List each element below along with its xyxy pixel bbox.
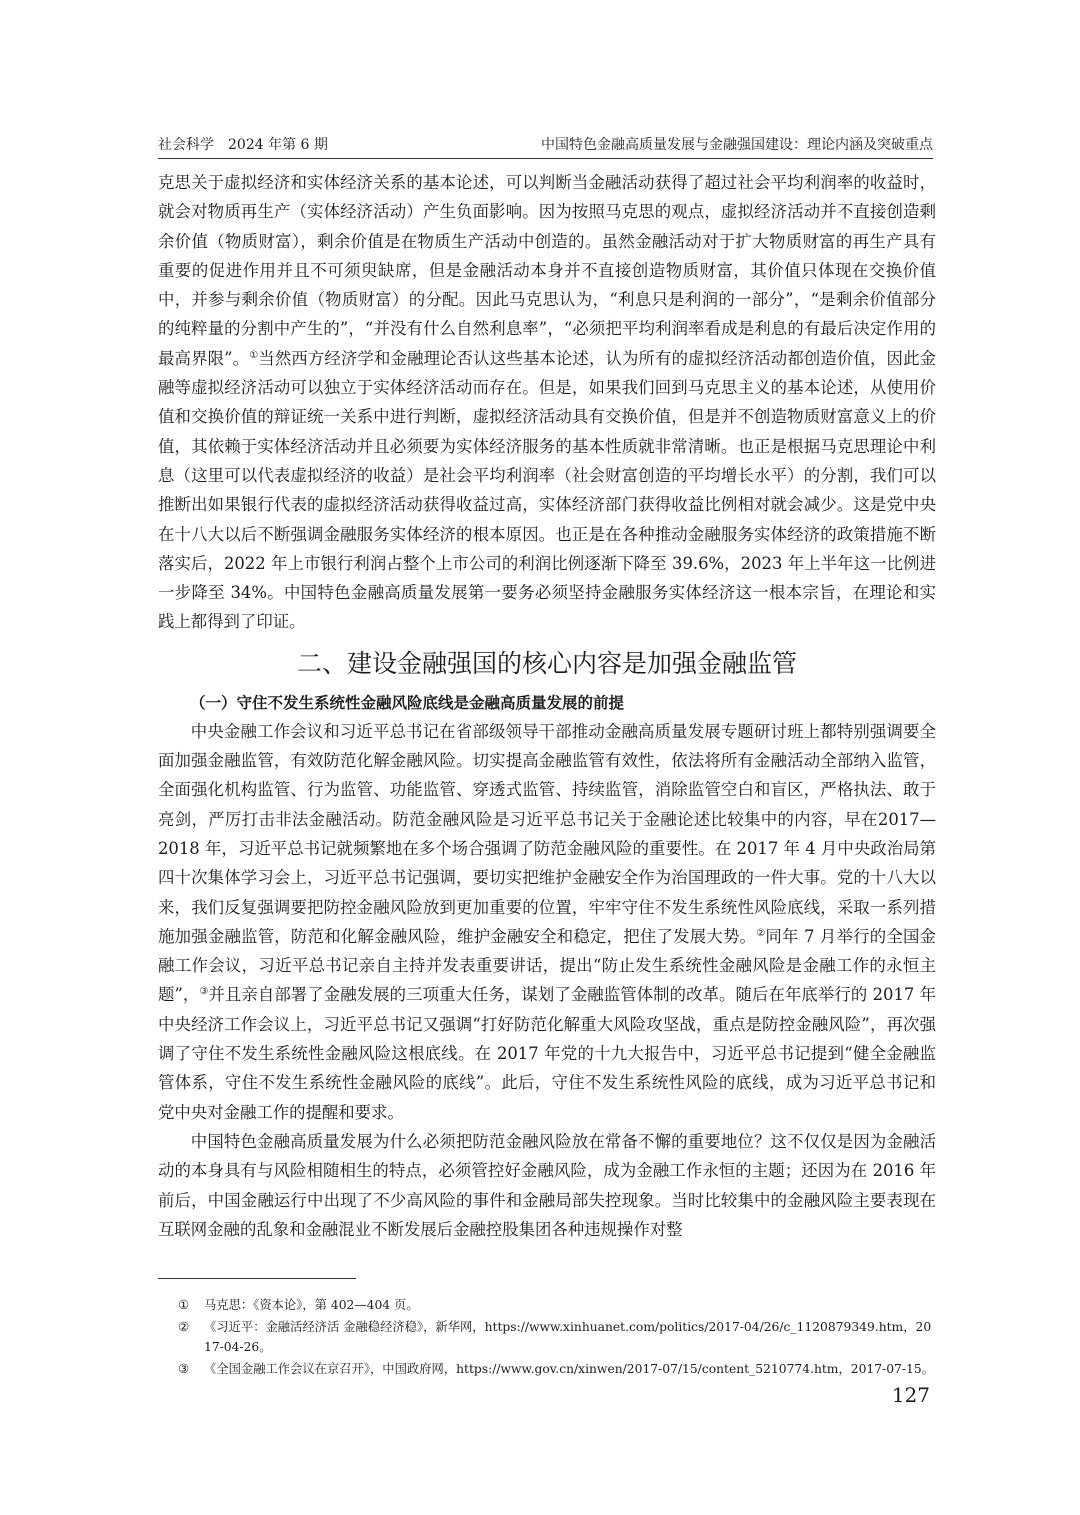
section-heading: 二、建设金融强国的核心内容是加强金融监管	[296, 648, 797, 678]
paragraph-text: 当然西方经济学和金融理论否认这些基本论述，认为所有的虚拟经济活动都创造价值，因此金融等虚拟经济活动可以独立于实体经济活动而存在。但是，如果我们回到马克思主义的基本论述，从使用价值和交换价值的辩证统一关系中进行判断，虚拟经济活动具有交换价值，但是并不创造物质财富意义上的价值，其依赖于实体经济活动并且必须要为实体经济服务的基本性质就非常清晰。也正是根据马克思理论中利息（这里可以代表虚拟经济的收益）是社会平均利润率（社会财富创造的平均增长水平）的分割，我们可以推断出如果银行代表的虚拟经济活动获得收益过高，实体经济部门获得收益比例相对就会减少。这是党中央在十八大以后不断强调金融服务实体经济的根本原因。也正是在各种推动金融服务实体经济的政策措施不断落实后，2022 年上市银行利润占整个上市公司的利润比例逐渐下降至 39.6%，2023 年上半年这一比例进一步降至 34%。中国特色金融高质量发展第一要务必须坚持金融服务实体经济这一根本宗旨，在理论和实践上都得到了印证。	[158, 348, 936, 632]
paragraph-text: 克思关于虚拟经济和实体经济关系的基本论述，可以判断当金融活动获得了超过社会平均利润率的收益时，就会对物质再生产（实体经济活动）产生负面影响。因为按照马克思的观点，虚拟经济活动并不直接创造剩余价值（物质财富），剩余价值是在物质生产活动中创造的。虽然金融活动对于扩大物质财富的再生产具有重要的促进作用并且不可须臾缺席，但是金融活动本身并不直接创造物质财富，其价值只体现在交换价值中，并参与剩余价值（物质财富）的分配。因此马克思认为，“利息只是利润的一部分”，“是剩余价值部分的纯粹量的分割中产生的”，“并没有什么自然利息率”，“必须把平均利润率看成是利息的有最后决定作用的最高界限”。	[158, 173, 936, 368]
footnote-mark: ③	[178, 1362, 190, 1376]
article-short-title: 中国特色金融高质量发展与金融强国建设：理论内涵及突破重点	[541, 137, 933, 153]
article-body	[158, 168, 936, 1244]
footnote-text: 马克思：《资本论》，第 402—404 页。	[204, 1298, 419, 1312]
paragraph-text: 并且亲自部署了金融发展的三项重大任务，谋划了金融监管体制的改革。随后在年底举行的 2017 年中央经济工作会议上，习近平总书记又强调“打好防范化解重大风险攻坚战，重点是防控金融风险”，再次强调了守住不发生系统性金融风险这根底线。在 2017 年党的十九大报告中，习近平总书记提到“健全金融监管体系，守住不发生系统性金融风险的底线”。此后，守住不发生系统性风险的底线，成为习近平总书记和党中央对金融工作的提醒和要求。	[158, 985, 936, 1122]
footnote-item	[178, 1295, 936, 1315]
subsection-heading: （一）守住不发生系统性金融风险底线是金融高质量发展的前提	[190, 693, 625, 712]
footnote-mark: ②	[178, 1320, 190, 1334]
paragraph-continued	[158, 168, 936, 637]
footnote-text: 《全国金融工作会议在京召开》，中国政府网，https://www.gov.cn/xinwen/2017-07/15/content_5210774.htm，2017-07-15。	[204, 1362, 934, 1376]
paragraph	[158, 1127, 936, 1244]
paragraph	[158, 717, 936, 1127]
footnote-text: 《习近平：金融活经济活 金融稳经济稳》，新华网，https://www.xinhuanet.com/politics/2017-04/26/c_1120879349.htm，2017-04-26。	[204, 1320, 932, 1354]
paragraph-text: 同年 7 月举行的全国金融工作会议，习近平总书记亲自主持并发表重要讲话，提出“防止发生系统性金融风险是金融工作的永恒主题”，	[158, 926, 937, 1005]
header-rule	[158, 158, 933, 159]
footnotes	[178, 1295, 936, 1381]
footnote-ref-3[interactable]: ③	[199, 986, 209, 998]
footnote-mark: ①	[178, 1298, 190, 1312]
paragraph-text: 中央金融工作会议和习近平总书记在省部级领导干部推动金融高质量发展专题研讨班上都特别强调要全面加强金融监管，有效防范化解金融风险。切实提高金融监管有效性，依法将所有金融活动全部纳入监管，全面强化机构监管、行为监管、功能监管、穿透式监管、持续监管，消除监管空白和盲区，严格执法、敢于亮剑，严厉打击非法金融活动。防范金融风险是习近平总书记关于金融论述比较集中的内容，早在2017—2018 年，习近平总书记就频繁地在多个场合强调了防范金融风险的重要性。在 2017 年 4 月中央政治局第四十次集体学习会上，习近平总书记强调，要切实把维护金融安全作为治国理政的一件大事。党的十八大以来，我们反复强调要把防控金融风险放到更加重要的位置，牢牢守住不发生系统性风险底线，采取一系列措施加强金融监管，防范和化解金融风险，维护金融安全和稳定，把住了发展大势。	[158, 721, 936, 946]
footnote-ref-2[interactable]: ②	[756, 927, 766, 939]
page-number: 127	[891, 1383, 930, 1407]
journal-issue: 社会科学 2024 年第 6 期	[158, 137, 328, 153]
footnote-ref-1[interactable]: ①	[249, 349, 259, 361]
paragraph-text: 中国特色金融高质量发展为什么必须把防范金融风险放在常备不懈的重要地位？这不仅仅是因为金融活动的本身具有与风险相随相生的特点，必须管控好金融风险，成为金融工作永恒的主题；还因为在 2016 年前后，中国金融运行中出现了不少高风险的事件和金融局部失控现象。当时比较集中的金融风险主要表现在互联网金融的乱象和金融混业不断发展后金融控股集团各种违规操作对整	[158, 1131, 936, 1239]
running-header	[158, 136, 933, 154]
footnote-item	[178, 1317, 936, 1357]
footnote-item	[178, 1359, 936, 1379]
footnote-rule	[158, 1278, 356, 1279]
